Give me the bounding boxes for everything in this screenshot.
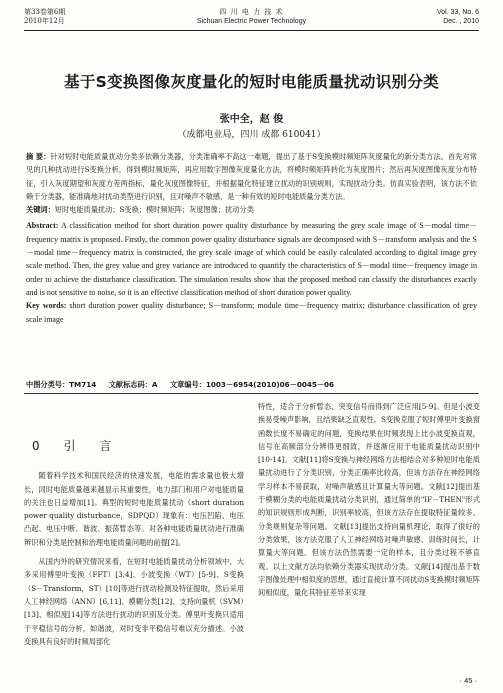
keywords-en-label: Key words: <box>26 301 67 311</box>
left-paragraph-2: 从国内外的研究情况来看，在短时电能质量扰动分析领域中，大多采用傅里叶变换（FFT）[3,4]、小波变换（WT）[5-9]、S变换（S－Transform，ST）[10]等进行扰动检测及特征提取，然后采用人工神经网络（ANN）[6,11]、模糊分类[12]、支持向量机（SVM）[13]、相似度[14]等方法进行扰动的识别及分类。傅里叶变换只适用于平稳信号的分析，如谐波，对时变非平稳信号难以充分描述。小波变换具有良好的时频局部化 <box>24 557 244 646</box>
date-en: Dec. , 2010 <box>443 18 479 25</box>
abstract-block <box>26 150 477 326</box>
right-paragraph-1: 特性，适合于分析暂态、突变信号而得到广泛应用[5-9]。但是小波变换易受噪声影响，且结果缺乏直观性。S变换克服了短时傅里叶变换窗函数长度不易确定的问题，变换结果在时频表现上比小波变换直观，信号在高频部分分辨得更细致，并逐渐应用于电能质量扰动识别中[10-14]。文献[11]将S变换与神经网络方法相结合对多种短时电能质量扰动进行了分类识别，分类正确率比较高，但该方法存在神经网络学习样本不易获取，对噪声敏感且计算量大等问题。文献[12]提出基于模糊分类的电能质量扰动分类识别，通过简单的"IF－THEN"形式的知识规则形成判断，识别率较高，但该方法存在提取特征量较多、分类规则复杂等问题。文献[13]提出支持向量机理论，取得了很好的分类效果，该方法克服了人工神经网络对噪声敏感、训练时间长，计算量大等问题。但该方法仍然需要一定的样本，且分类过程不够直观。以上文献方法均依赖分类器实现扰动分类。文献[14]提出基于数字图像处理中相似度的思想，通过直接计算不同扰动S变换模时频矩阵间相似度，量化其特征差异来实现 <box>258 402 480 598</box>
divider-line <box>24 393 479 394</box>
classification-line <box>26 380 477 390</box>
doc-code-value: A <box>151 380 158 389</box>
keywords-cn <box>26 203 477 216</box>
doc-code-label: 文献标志码： <box>108 380 152 389</box>
page-number: · 45 · <box>459 676 477 685</box>
paper-affiliation: （成都电业局，四川 成都 610041） <box>177 130 326 140</box>
article-id-value: 1003－6954(2010)06－0045－06 <box>205 380 335 389</box>
section-heading <box>32 440 244 453</box>
abstract-cn <box>26 150 477 203</box>
header-center <box>24 8 479 26</box>
keywords-cn-label: 关键词： <box>26 205 55 215</box>
date-cn: 2010年12月 <box>24 17 65 25</box>
header-right <box>437 8 479 26</box>
abstract-en <box>26 219 477 299</box>
keywords-en <box>26 299 477 326</box>
abstract-cn-text: 针对短时电能质量扰动分类多依赖分类器，分类准确率不高这一难题，提出了基于S变换模时频矩阵灰度量化的新分类方法。首先对常见的几种扰动进行S变换分析，得到模时频矩阵，再应用数字图像灰度量化方法，将模时频矩阵转化为灰度图片；然后再灰度图像灰度分布特征，引入灰度期望和灰度方差两指标，量化灰度图像特征，并根据量化特征建立扰动的识别规则，实现扰动分类。仿真实验表明，该方法不依赖于分类器，能准确地对扰动类型进行识别，且对噪声不敏感，是一种有效的短时电能质量分类方法。 <box>26 152 477 201</box>
clc-label: 中图分类号： <box>26 380 70 389</box>
abstract-en-text: A classification method for short duration power quality disturbance by measuring the grey scale image of S－modal time－frequency matrix is proposed. Firstly, the common power quality disturbance signals are decomposed with S－transform analysis and the S－modal time－frequency matrix is constructed, the grey scale image of which could be easily calculated according to digital image grey scale method. Then, the grey value and grey variance are introduced to quantify the characteristics of S－modal time－frequency image in order to achieve the disturbance classification. The simulation results show that the proposed method can classify the disturbances exactly and is not sensitive to noise, so it is an effective classification method of short duration power quality. <box>26 221 477 297</box>
paper-authors: 张中全，赵 俊 <box>219 114 284 125</box>
journal-name-en: Sichuan Electric Power Technology <box>196 18 307 25</box>
abstract-en-label: Abstract: <box>26 221 59 231</box>
volume-cn: 第33卷第6期 <box>24 8 66 16</box>
section-number: 0 <box>32 439 50 453</box>
column-right <box>258 400 480 599</box>
clc-value: TM714 <box>69 380 97 389</box>
paper-title: 基于S变换图像灰度量化的短时电能质量扰动识别分类 <box>64 73 439 91</box>
keywords-en-text: short duration power quality disturbance; S－transform; module time－frequency matrix; disturbance classification of grey scale image <box>26 301 477 324</box>
article-id-label: 文章编号： <box>169 380 206 389</box>
left-paragraph-1: 随着科学技术和国民经济的快速发展，电能的需求量也极大增长，同时电能质量越来越显示其重要性，电力部门和用户对电能质量的关注也日益增加[1]。典型的短时电能质量扰动（short duration power quality disturbance，SDPQD）现象有：电压凹陷、电压凸起、电压中断、谐波、振荡暂态等。对各种电能质量扰动进行准确辨识和分类是控制和治理电能质量问题的前提[2]。 <box>24 471 244 547</box>
volume-en: Vol. 33, No. 6 <box>436 9 479 16</box>
abstract-cn-label: 摘 要： <box>26 152 51 161</box>
column-left <box>24 400 244 648</box>
keywords-cn-text: 短时电能质量扰动；S变换；模时频矩阵；灰度图像；扰动分类 <box>54 205 254 215</box>
journal-name-cn: 四 川 电 力 技 术 <box>219 8 284 16</box>
page-header <box>24 6 479 31</box>
section-name: 引 言 <box>63 439 122 453</box>
